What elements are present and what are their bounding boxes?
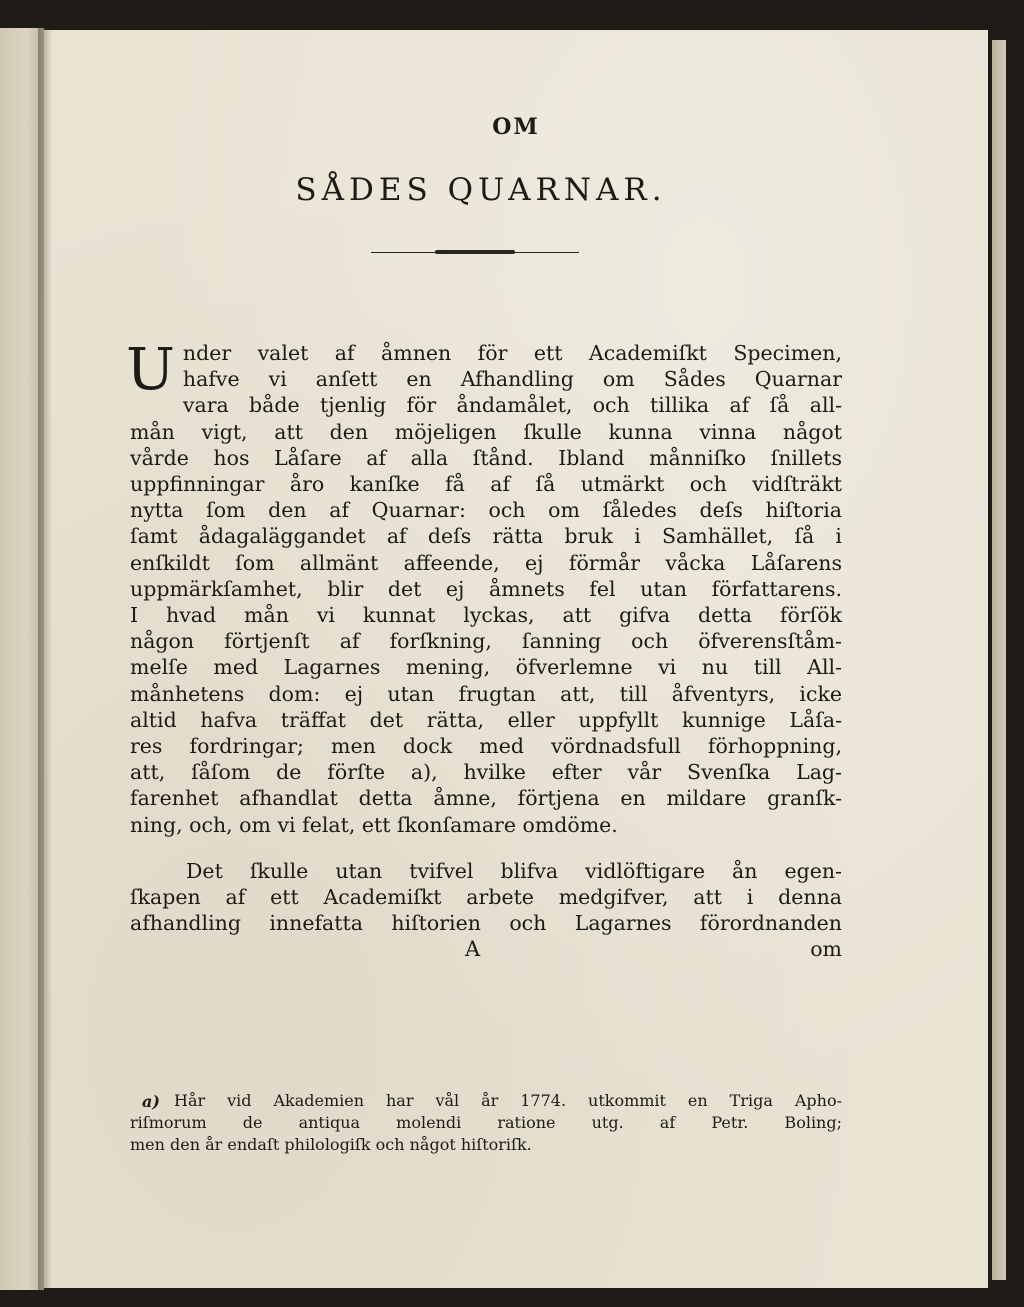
text-line: farenhet afhandlat detta åmne, förtjena en mildare granſk- xyxy=(130,786,842,811)
heading-om: OM xyxy=(492,114,540,140)
ornamental-rule xyxy=(371,252,579,253)
paragraph-2 xyxy=(130,858,842,937)
book-page xyxy=(44,30,988,1288)
text-line: månhetens dom: ej utan frugtan att, till åfventyrs, icke xyxy=(130,681,842,706)
text-line: nder valet af åmnen för ett Academiſkt Specimen, xyxy=(182,341,842,365)
text-line: ſamt ådagaläggandet af deſs rätta bruk i Samhället, ſå i xyxy=(130,524,842,549)
signature-row xyxy=(130,936,842,962)
text-line: ning, och, om vi felat, ett ſkonſamare omdöme. xyxy=(130,812,618,837)
text-line: nytta ſom den af Quarnar: och om ſåledes deſs hiſtoria xyxy=(130,498,842,523)
text-line: altid hafva träffat det rätta, eller uppfyllt kunnige Låſa- xyxy=(130,707,842,732)
text-line: I hvad mån vi kunnat lyckas, att gifva detta förſök xyxy=(130,603,842,628)
footnote-line: men den år endaſt philologiſk och något hiſtoriſk. xyxy=(130,1135,532,1154)
text-line: enſkildt ſom allmänt affeende, ej förmår våcka Låſarens xyxy=(130,550,842,575)
text-line: Det ſkulle utan tvifvel blifva vidlöftigare ån egen- xyxy=(186,858,842,883)
gutter-shadow xyxy=(38,28,52,1290)
text-line: någon förtjenſt af forſkning, ſanning och öfverensſtåm- xyxy=(130,629,842,654)
text-line: uppfinningar åro kanſke få af ſå utmärkt och vidſträkt xyxy=(130,472,842,497)
text-line: melſe med Lagarnes mening, öfverlemne vi nu till All- xyxy=(130,655,842,680)
footnote-line: Hår vid Akademien har vål år 1774. utkommit en Triga Apho- xyxy=(174,1091,842,1110)
footnote-marker: a) xyxy=(142,1092,160,1111)
text-line: hafve vi anſett en Afhandling om Sådes Quarnar xyxy=(182,367,842,392)
paragraph-1 xyxy=(126,335,842,838)
footnote xyxy=(130,1090,842,1156)
drop-cap: U xyxy=(126,335,175,403)
right-page-edge xyxy=(992,40,1006,1280)
text-line: vara både tjenlig för åndamålet, och tillika af ſå all- xyxy=(182,393,842,418)
text-line: res fordringar; men dock med vördnadsfull förhoppning, xyxy=(130,734,842,759)
signature-mark: A xyxy=(465,937,481,962)
body-text xyxy=(126,335,842,962)
text-line: uppmärkſamhet, blir det ej åmnets fel utan författarens. xyxy=(130,576,842,601)
catchword: om xyxy=(810,937,842,962)
text-line: afhandling innefatta hiſtorien och Lagarnes förordnanden xyxy=(130,911,842,936)
page-title: SÅDES QUARNAR. xyxy=(295,172,667,208)
text-line: ſkapen af ett Academiſkt arbete medgifver, att i denna xyxy=(130,885,842,910)
footnote-line: riſmorum de antiqua molendi ratione utg. af Petr. Boling; xyxy=(130,1113,842,1132)
text-line: vårde hos Låſare af alla ſtånd. Ibland månniſko ſnillets xyxy=(130,445,842,470)
text-line: mån vigt, att den möjeligen ſkulle kunna vinna något xyxy=(130,419,842,444)
text-line: att, ſåſom de förſte a), hvilke efter vår Svenſka Lag- xyxy=(130,760,842,785)
